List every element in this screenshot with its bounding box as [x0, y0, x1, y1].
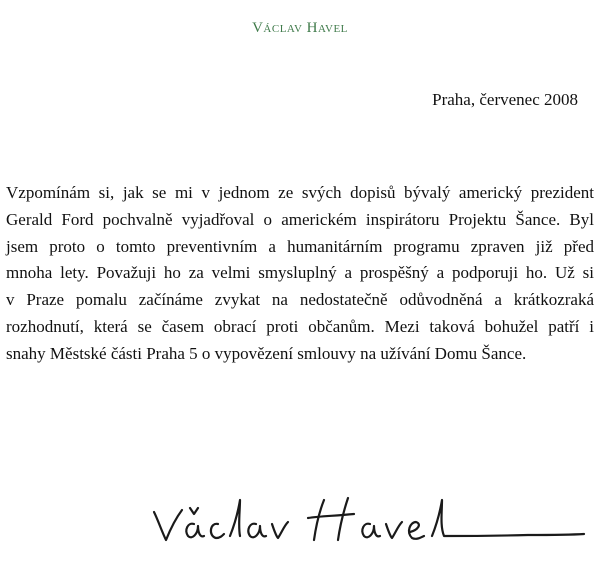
body-line-4: mnoha lety. Považuji ho za velmi smysluplný a prospěšný a podporuji ho. Už si: [6, 263, 594, 283]
body-line-3: jsem proto o tomto preventivním a humanitárním programu zpraven již před: [6, 236, 594, 256]
body-line-6: rozhodnutí, která se časem obrací proti občanům. Mezi taková bohužel patří i: [6, 316, 594, 336]
letter-body: [6, 180, 594, 368]
body-line-2: Gerald Ford pochvalně vyjadřoval o americkém inspirátoru Projektu Šance. Byl: [6, 209, 594, 229]
handwritten-signature: [148, 490, 588, 550]
letter-date: Praha, červenec 2008: [432, 90, 578, 109]
letterhead-name: Václav Havel: [252, 20, 348, 36]
body-line-5: v Praze pomalu začínáme zvykat na nedostatečně odůvodněná a krátkozraká: [6, 290, 594, 310]
body-line-7: snahy Městské části Praha 5 o vypovězení smlouvy na užívání Domu Šance.: [6, 343, 527, 363]
body-line-1: Vzpomínám si, jak se mi v jednom ze svých dopisů bývalý americký prezident: [6, 183, 594, 202]
